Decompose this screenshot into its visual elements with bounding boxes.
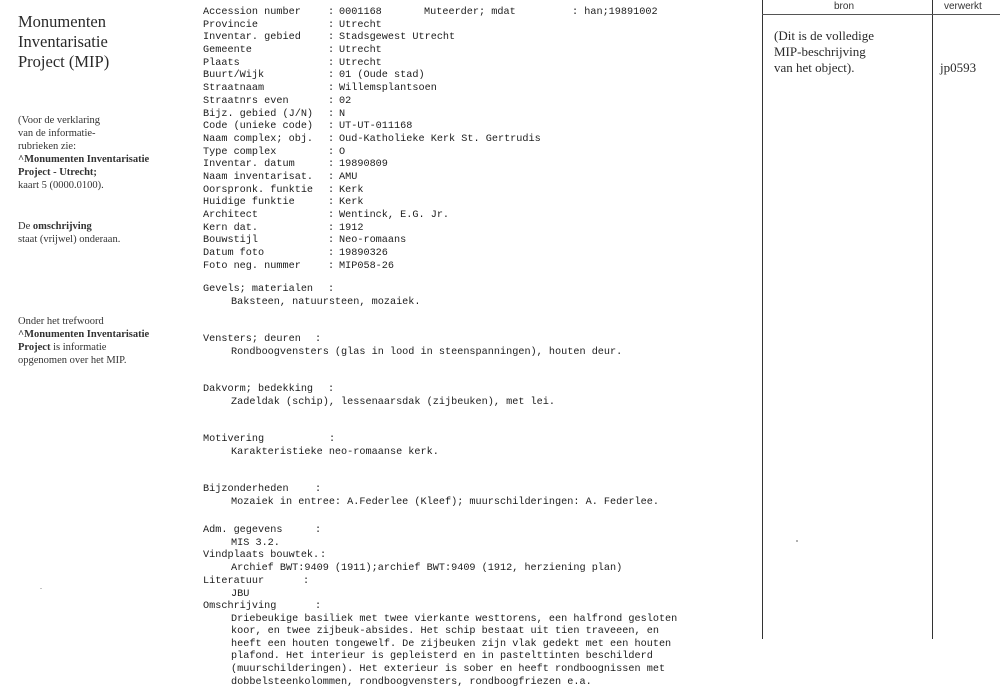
note-text: De — [18, 221, 33, 232]
column-divider-left — [762, 0, 763, 639]
field-value: Oud-Katholieke Kerk St. Gertrudis — [339, 133, 541, 145]
section-separator: : — [328, 284, 335, 295]
section-heading — [203, 550, 622, 563]
field-separator: : — [328, 197, 335, 209]
explanation-note — [18, 114, 193, 192]
field-row — [203, 248, 758, 261]
section-body-line: heeft een houten tongewelf. De zijbeuken zijn vlak gedekt met een houten — [231, 638, 672, 650]
field-row — [203, 32, 758, 45]
field-label: Code (unieke code) — [203, 121, 314, 133]
field-separator: : — [328, 184, 335, 196]
section-heading — [203, 525, 322, 538]
field-separator: : — [328, 83, 335, 95]
field-separator: : — [328, 57, 335, 69]
field-row — [203, 58, 758, 71]
note-text: is informatie — [50, 342, 107, 353]
section — [203, 550, 622, 575]
field-value: MIP058-26 — [339, 260, 395, 272]
section-body-line: plafond. Het interieur is gepleisterd en in pastelttinten beschilderd — [231, 651, 653, 663]
field-value: 02 — [339, 95, 352, 107]
section-heading — [203, 601, 677, 614]
section-heading — [203, 576, 310, 589]
field-row — [203, 159, 758, 172]
field-separator: : — [328, 210, 335, 221]
field-separator: : — [328, 146, 335, 158]
section-heading — [203, 284, 421, 297]
field-row — [203, 261, 758, 274]
mip-title-line: Inventarisatie — [18, 32, 108, 51]
section-heading-text: Bijzonderheden — [203, 484, 289, 495]
field-label: Naam inventarisat. — [203, 171, 314, 183]
section-heading-text: Omschrijving — [203, 601, 277, 612]
field-value: O — [339, 146, 346, 158]
section-heading — [203, 484, 659, 497]
field-value: Stadsgewest Utrecht — [339, 32, 456, 44]
field-label: Type complex — [203, 146, 277, 158]
section-body-line: JBU — [231, 588, 250, 600]
bron-line: (Dit is de volledige — [774, 28, 875, 43]
section-separator: : — [320, 550, 327, 561]
note-line: rubrieken zie: — [18, 141, 77, 152]
field-row — [203, 96, 758, 109]
field-value: Kerk — [339, 197, 364, 209]
field-value: Utrecht — [339, 57, 382, 69]
column-divider-right — [932, 0, 933, 639]
section-heading-text: Literatuur — [203, 576, 265, 587]
section-body-line: Zadeldak (schip), lessenaarsdak (zijbeuken), met lei. — [231, 396, 556, 408]
section-body-line: Rondboogvensters (glas in lood in steenspanningen), houten deur. — [231, 346, 623, 358]
section-separator: : — [315, 601, 322, 612]
note-line: opgenomen over het MIP. — [18, 355, 127, 366]
section — [203, 434, 439, 459]
field-value: Willemsplantsoen — [339, 83, 437, 95]
section-body-line: Karakteristieke neo-romaanse kerk. — [231, 446, 439, 458]
field-row — [203, 147, 758, 160]
note-line: staat (vrijwel) onderaan. — [18, 234, 121, 245]
field-label: Naam complex; obj. — [203, 133, 314, 145]
section — [203, 334, 622, 359]
section-body-line: MIS 3.2. — [231, 537, 280, 549]
field-row — [203, 45, 758, 58]
note-bold-line: ^Monumenten Inventarisatie — [18, 329, 150, 340]
field-label: Inventar. datum — [203, 159, 295, 171]
field-separator: : — [328, 159, 335, 171]
field-row — [203, 109, 758, 122]
field-label: Oorspronk. funktie — [203, 184, 314, 196]
field-label: Foto neg. nummer — [203, 260, 301, 272]
page-speck: . — [40, 582, 42, 591]
mip-title — [18, 12, 109, 72]
keyword-note — [18, 315, 193, 367]
muteerder-label: Muteerder; mdat — [424, 7, 516, 18]
verwerkt-header: verwerkt — [944, 1, 982, 12]
mip-title-line: Project (MIP) — [18, 52, 110, 71]
field-row — [203, 83, 758, 96]
field-separator: : — [328, 171, 335, 183]
section-heading — [203, 334, 622, 347]
field-value: UT-UT-011168 — [339, 121, 413, 133]
field-value: 1912 — [339, 222, 364, 234]
field-row — [203, 235, 758, 248]
field-label: Straatnrs even — [203, 95, 289, 107]
section-heading — [203, 434, 439, 447]
field-row — [203, 210, 758, 223]
field-row — [203, 121, 758, 134]
field-separator: : — [328, 19, 335, 31]
section — [203, 384, 555, 409]
section-body-line: Archief BWT:9409 (1911);archief BWT:9409 (1912, herziening plan) — [231, 562, 623, 574]
bron-text — [774, 28, 874, 76]
mip-title-line: Monumenten — [18, 12, 106, 31]
bron-line: van het object). — [774, 60, 855, 75]
field-value: 19890809 — [339, 159, 388, 171]
section-separator: : — [328, 384, 335, 395]
section-body-line: Mozaiek in entree: A.Federlee (Kleef); muurschilderingen: A. Federlee. — [231, 496, 659, 508]
note-line: Onder het trefwoord — [18, 316, 104, 327]
section-body-line: koor, en twee zijbeuk-absides. Het schip bestaat uit tien traveeen, en — [231, 626, 659, 638]
field-label: Buurt/Wijk — [203, 70, 265, 82]
field-separator: : — [328, 235, 335, 247]
section-separator: : — [315, 334, 322, 345]
description-note — [18, 220, 193, 246]
muteerder-value: : han;19891002 — [572, 7, 658, 18]
note-bold-word: omschrijving — [32, 221, 92, 232]
field-row — [203, 134, 758, 147]
field-row — [203, 7, 758, 20]
bron-line: MIP-beschrijving — [774, 44, 866, 59]
section-heading — [203, 384, 555, 397]
bron-header: bron — [834, 1, 855, 12]
scan-speck — [796, 540, 798, 542]
note-line: van de informatie- — [18, 128, 96, 139]
field-separator: : — [328, 248, 335, 260]
section-heading-text: Gevels; materialen — [203, 284, 314, 295]
field-value: 01 (Oude stad) — [339, 70, 425, 82]
section — [203, 284, 421, 309]
field-label: Huidige funktie — [203, 197, 295, 209]
field-value: Kerk — [339, 184, 364, 196]
field-value: N — [339, 108, 346, 120]
field-label: Datum foto — [203, 248, 265, 260]
field-list — [203, 7, 758, 273]
section-separator: : — [315, 525, 322, 536]
header-underline — [762, 14, 1000, 15]
note-bold-word: Project — [18, 342, 51, 353]
field-separator: : — [328, 260, 335, 272]
section-body-line: dobbelsteenkolommen, rondboogvensters, rondboogfriezen e.a. — [231, 676, 592, 688]
section-heading-text: Dakvorm; bedekking — [203, 384, 314, 395]
field-label: Kern dat. — [203, 222, 259, 234]
field-separator: : — [328, 32, 335, 44]
section — [203, 525, 322, 550]
field-label: Inventar. gebied — [203, 32, 301, 44]
field-label: Bijz. gebied (J/N) — [203, 108, 314, 120]
field-value: Wentinck, E.G. Jr. — [339, 210, 450, 221]
section-heading-text: Adm. gegevens — [203, 525, 283, 536]
note-line: kaart 5 (0000.0100). — [18, 180, 104, 191]
field-separator: : — [328, 108, 335, 120]
field-separator: : — [328, 95, 335, 107]
record-body — [203, 7, 758, 688]
field-separator: : — [328, 7, 335, 18]
section-body-line: Driebeukige basiliek met twee vierkante westtorens, een halfrond gesloten — [231, 613, 678, 625]
section-heading-text: Vensters; deuren — [203, 334, 301, 345]
field-row — [203, 20, 758, 33]
note-bold-line: Project - Utrecht; — [18, 167, 97, 178]
section-heading-text: Vindplaats bouwtek. — [203, 550, 320, 561]
field-separator: : — [328, 222, 335, 234]
field-separator: : — [328, 70, 335, 82]
field-label: Provincie — [203, 19, 259, 31]
field-label: Bouwstijl — [203, 235, 259, 247]
field-value: 19890326 — [339, 248, 388, 260]
field-row — [203, 197, 758, 210]
section-body-line: (muurschilderingen). Het exterieur is sober en heeft rondboognissen met — [231, 663, 666, 675]
section — [203, 484, 659, 509]
note-line: (Voor de verklaring — [18, 115, 101, 126]
field-label: Plaats — [203, 57, 240, 69]
field-separator: : — [328, 133, 335, 145]
field-label: Straatnaam — [203, 83, 265, 95]
field-separator: : — [328, 45, 335, 57]
field-row — [203, 172, 758, 185]
field-row — [203, 70, 758, 83]
verwerkt-code: jp0593 — [940, 60, 977, 75]
field-value: Neo-romaans — [339, 235, 407, 247]
section-body-line: Baksteen, natuursteen, mozaiek. — [231, 296, 421, 308]
field-value: AMU — [339, 171, 358, 183]
section-heading-text: Motivering — [203, 434, 265, 445]
section-separator: : — [315, 484, 322, 495]
field-row — [203, 223, 758, 236]
field-separator: : — [328, 121, 335, 133]
field-value: 0001168 — [339, 7, 382, 18]
field-value: Utrecht — [339, 45, 382, 57]
note-bold-line: ^Monumenten Inventarisatie — [18, 154, 150, 165]
section — [203, 601, 677, 689]
field-row — [203, 185, 758, 198]
section-separator: : — [329, 434, 336, 445]
section — [203, 576, 310, 601]
field-label: Accession number — [203, 7, 301, 18]
field-label: Gemeente — [203, 45, 252, 57]
section-separator: : — [303, 576, 310, 587]
field-label: Architect — [203, 210, 259, 221]
field-value: Utrecht — [339, 19, 382, 31]
